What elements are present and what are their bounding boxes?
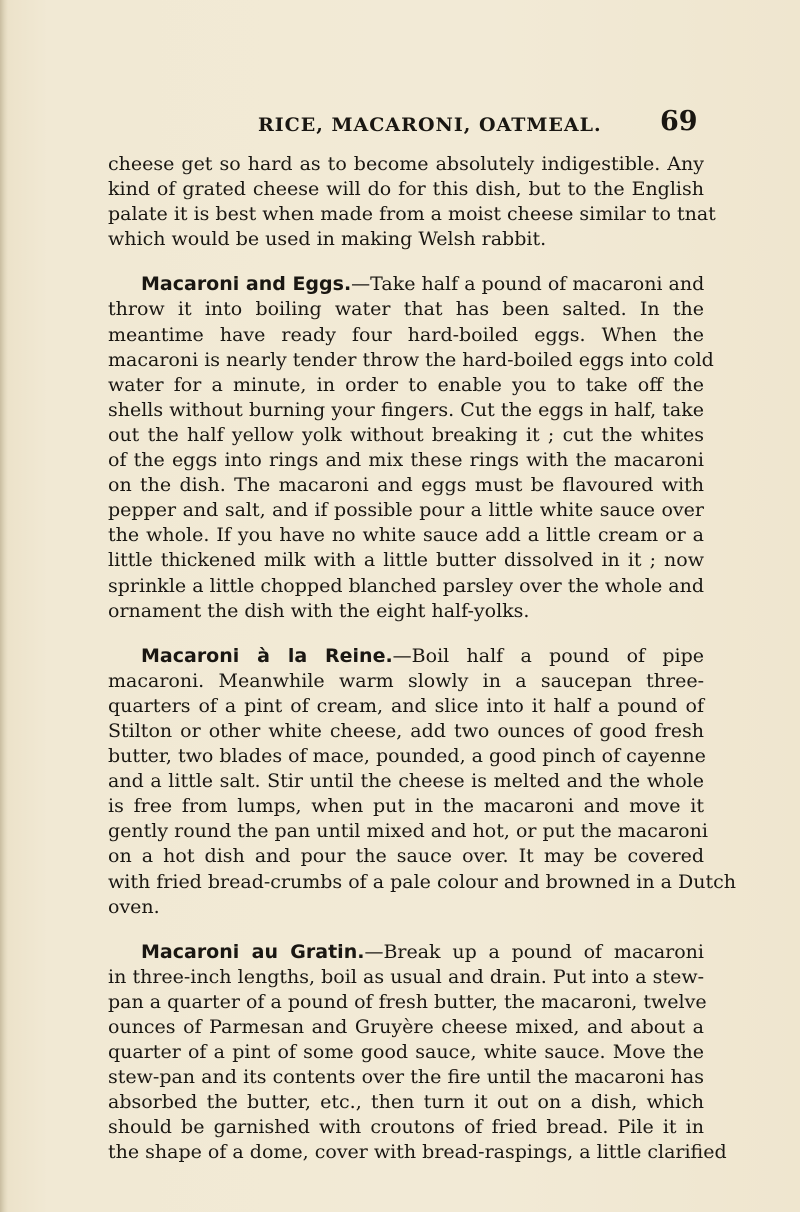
text-line: in three-inch lengths, boil as usual and drain. Put into a stew- (108, 965, 704, 988)
paragraph-macaroni-and-eggs (108, 272, 714, 623)
text-line: Macaroni and Eggs.—Take half a pound of macaroni and (141, 273, 705, 296)
recipe-heading: Macaroni à la Reine. (141, 644, 393, 667)
text-line: pan a quarter of a pound of fresh butter, the macaroni, twelve (108, 990, 707, 1013)
text-line: shells without burning your fingers. Cut the eggs in half, take (108, 398, 704, 421)
paragraph-macaroni-a-la-reine (108, 644, 737, 920)
text-line: throw it into boiling water that has been salted. In the (108, 298, 704, 321)
page-number: 69 (660, 106, 698, 137)
text-line: cheese get so hard as to become absolutely indigestible. Any (108, 153, 704, 175)
text-line: ornament the dish with the eight half-yolks. (108, 599, 530, 622)
text-line: water for a minute, in order to enable you to take off the (108, 373, 704, 396)
text-line: Macaroni à la Reine.—Boil half a pound of pipe (141, 644, 705, 667)
text-line: kind of grated cheese will do for this dish, but to the English (108, 178, 704, 201)
text-line: ounces of Parmesan and Gruyère cheese mixed, and about a (108, 1016, 704, 1038)
paragraph-macaroni-au-gratin (108, 940, 727, 1166)
text-line: the whole. If you have no white sauce add a little cream or a (108, 524, 704, 547)
page-gutter-edge (0, 0, 8, 1212)
text-line: pepper and salt, and if possible pour a little white sauce over (108, 499, 704, 522)
recipe-heading: Macaroni au Gratin. (141, 940, 365, 963)
recipe-heading: Macaroni and Eggs. (141, 273, 352, 296)
text-line: absorbed the butter, etc., then turn it out on a dish, which (108, 1091, 704, 1114)
text-line: should be garnished with croutons of fried bread. Pile it in (108, 1116, 704, 1139)
running-head: RICE, MACARONI, OATMEAL. (258, 114, 602, 136)
text-line: butter, two blades of mace, pounded, a good pinch of cayenne (108, 745, 706, 768)
text-line: of the eggs into rings and mix these rings with the macaroni (108, 449, 704, 472)
page-header (0, 106, 800, 140)
text-line: quarters of a pint of cream, and slice into it half a pound of (108, 694, 704, 717)
text-line: and a little salt. Stir until the cheese is melted and the whole (108, 770, 704, 793)
text-line: is free from lumps, when put in the macaroni and move it (108, 795, 704, 818)
text-line: the shape of a dome, cover with bread-raspings, a little clarified (108, 1141, 727, 1164)
text-line: macaroni. Meanwhile warm slowly in a saucepan three- (108, 669, 704, 692)
text-line: oven. (108, 895, 160, 918)
text-line: macaroni is nearly tender throw the hard-boiled eggs into cold (108, 348, 714, 371)
text-line: Macaroni au Gratin.—Break up a pound of macaroni (141, 940, 704, 963)
text-line: sprinkle a little chopped blanched parsley over the whole and (108, 574, 704, 597)
text-line: gently round the pan until mixed and hot, or put the macaroni (108, 820, 708, 843)
text-line: which would be used in making Welsh rabbit. (108, 228, 547, 251)
text-line: little thickened milk with a little butter dissolved in it ; now (108, 549, 704, 572)
paragraph-cheese-continuation (108, 152, 716, 252)
text-line: quarter of a pint of some good sauce, white sauce. Move the (108, 1041, 704, 1064)
text-line: meantime have ready four hard-boiled eggs. When the (108, 323, 704, 346)
text-line: out the half yellow yolk without breaking it ; cut the whites (108, 423, 704, 446)
text-line: on a hot dish and pour the sauce over. It may be covered (108, 845, 704, 868)
text-line: palate it is best when made from a moist cheese similar to tnat (108, 203, 716, 226)
text-line: Stilton or other white cheese, add two ounces of good fresh (108, 719, 704, 742)
text-line: stew-pan and its contents over the fire until the macaroni has (108, 1066, 704, 1089)
body-text (108, 152, 737, 1166)
text-line: on the dish. The macaroni and eggs must be flavoured with (108, 474, 704, 497)
text-line: with fried bread-crumbs of a pale colour and browned in a Dutch (108, 870, 737, 893)
